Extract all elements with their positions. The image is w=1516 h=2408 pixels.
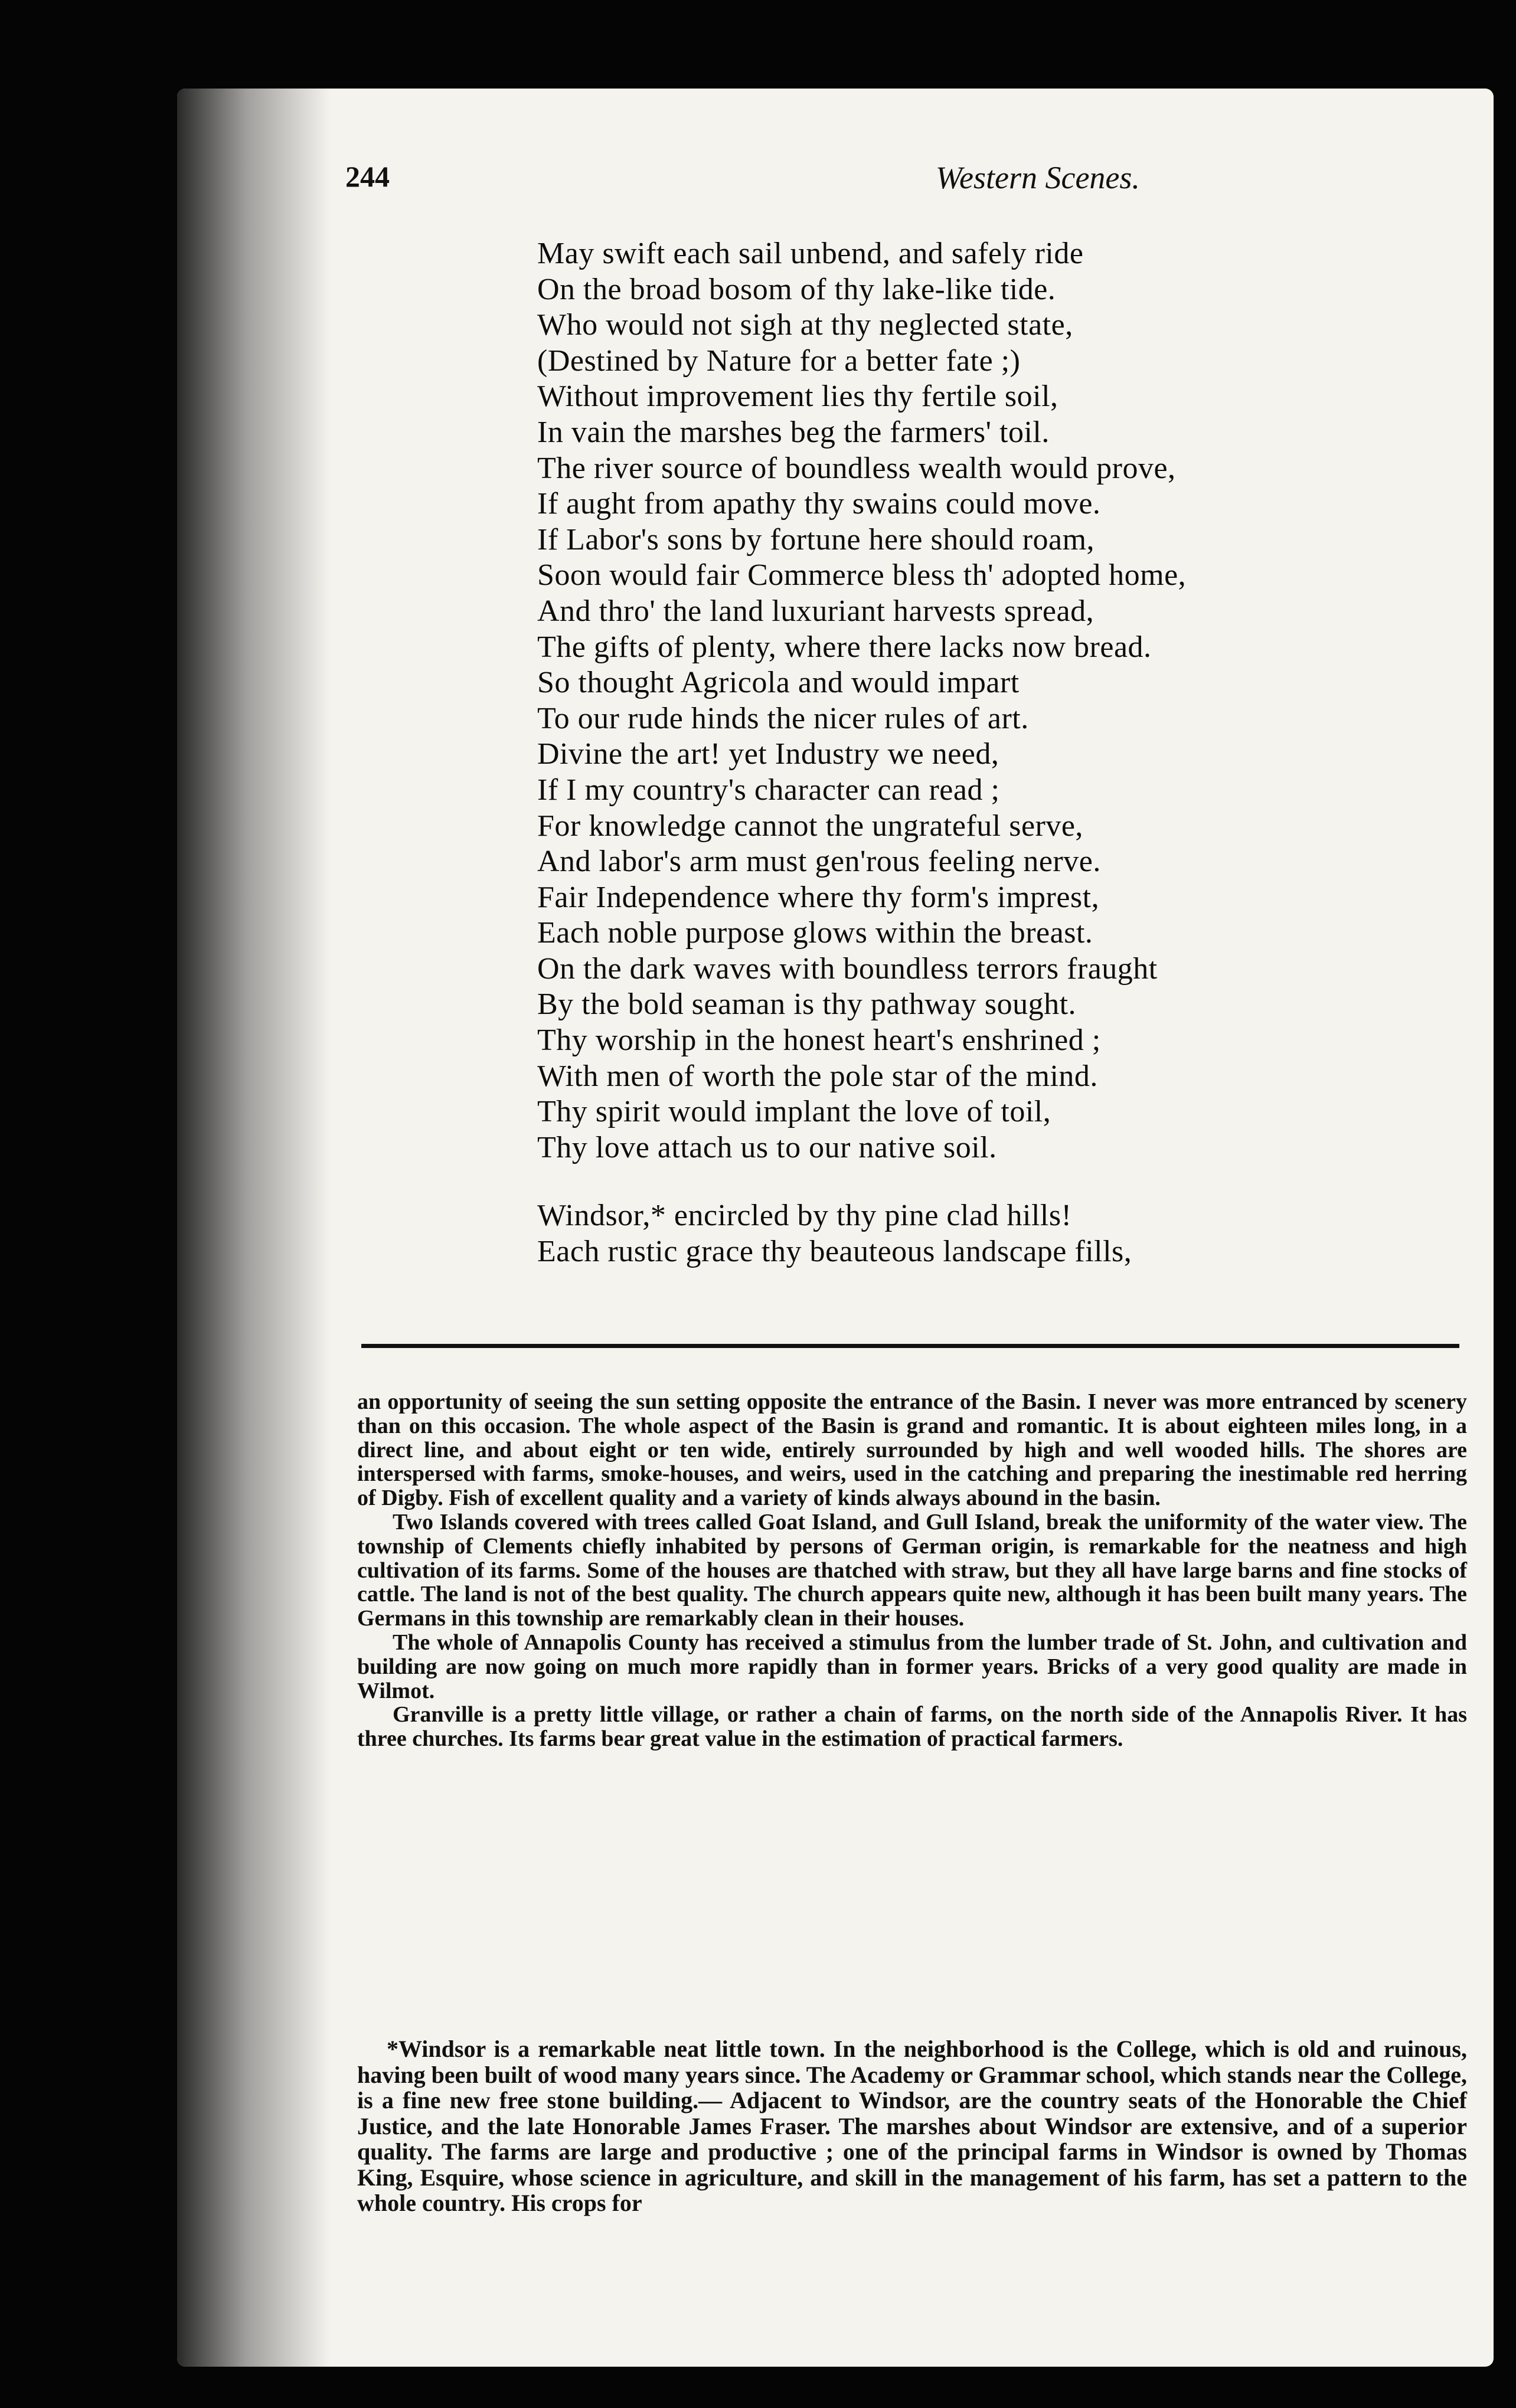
poem-line: The gifts of plenty, where there lacks now bread. <box>537 630 1152 664</box>
poem-line: Each rustic grace thy beauteous landscape fills, <box>537 1235 1132 1269</box>
poem-line: On the broad bosom of thy lake-like tide. <box>537 272 1056 306</box>
footnote-paragraph: *Windsor is a remarkable neat little town. In the neighborhood is the College, which is old and ruinous, having been built of wood many years since. The Academy or Grammar school, which stands near the College, is a fine new free stone building.— Adjacent to Windsor, are the country seats of the Honorable the Chief Justice, and the late Honorable James Fraser. The marshes about Windsor are extensive, and of a superior quality. The farms are large and productive ; one of the principal farms in Windsor is owned by Thomas King, Esquire, whose science in agriculture, and skill in the management of his farm, has set a pattern to the whole country. His crops for <box>357 2036 1467 2216</box>
stanza-break <box>537 1166 1494 1198</box>
poem-line: Soon would fair Commerce bless th' adopted home, <box>537 558 1187 593</box>
poem-line: If I my country's character can read ; <box>537 773 1000 807</box>
poem-line: If Labor's sons by fortune here should roam, <box>537 522 1095 557</box>
poem-line: For knowledge cannot the ungrateful serve, <box>537 809 1083 843</box>
poem-line: Windsor,* encircled by thy pine clad hills! <box>537 1199 1072 1233</box>
poem-line: By the bold seaman is thy pathway sought. <box>537 987 1077 1022</box>
poem-line: And thro' the land luxuriant harvests spread, <box>537 594 1094 628</box>
page-header <box>345 159 1414 212</box>
poem-line: Divine the art! yet Industry we need, <box>537 737 999 771</box>
poem-line: Thy worship in the honest heart's enshrined ; <box>537 1023 1101 1058</box>
poem-line: If aught from apathy thy swains could move. <box>537 487 1101 521</box>
poem-line: Who would not sigh at thy neglected state, <box>537 308 1073 342</box>
poem-line: And labor's arm must gen'rous feeling nerve. <box>537 845 1101 879</box>
poem-line: (Destined by Nature for a better fate ;) <box>537 343 1021 378</box>
footnote-continued <box>357 1390 1467 1751</box>
footnote-paragraph: an opportunity of seeing the sun setting opposite the entrance of the Basin. I never was more entranced by scenery than on this occasion. The whole aspect of the Basin is grand and romantic. It is about eighteen miles long, in a direct line, and about eight or ten wide, entirely surrounded by high and well wooded hills. The shores are interspersed with farms, smoke-houses, and weirs, used in the catching and preparing the inestimable red herring of Digby. Fish of excellent quality and a variety of kinds always abound in the basin. <box>357 1389 1467 1511</box>
poem-line: Each noble purpose glows within the breast. <box>537 916 1093 950</box>
footnote-divider <box>361 1344 1459 1348</box>
running-title: Western Scenes. <box>936 160 1140 195</box>
poem-line: To our rude hinds the nicer rules of art. <box>537 701 1029 735</box>
poem-line: Without improvement lies thy fertile soil, <box>537 379 1058 414</box>
poem-line: With men of worth the pole star of the mind. <box>537 1059 1098 1093</box>
footnote-paragraph: The whole of Annapolis County has received a stimulus from the lumber trade of St. John, and cultivation and building are now going on much more rapidly than in former years. Bricks of a very good quality are made in Wilmot. <box>357 1630 1467 1703</box>
poem <box>537 236 1494 1270</box>
poem-line: So thought Agricola and would impart <box>537 666 1020 700</box>
page-number: 244 <box>345 160 390 193</box>
book-page <box>177 89 1494 2367</box>
binding-shadow <box>177 89 331 2367</box>
poem-line: Thy love attach us to our native soil. <box>537 1130 997 1164</box>
poem-line: The river source of boundless wealth would prove, <box>537 451 1176 485</box>
footnote-paragraph: Two Islands covered with trees called Goat Island, and Gull Island, break the uniformity of the water view. The township of Clements chiefly inhabited by persons of German origin, is remarkable for the neatness and high cultivation of its farms. Some of the houses are thatched with straw, but they all have large barns and fine stocks of cattle. The land is not of the best quality. The church appears quite new, although it has been built many years. The Germans in this township are remarkably clean in their houses. <box>357 1509 1467 1631</box>
poem-line: Thy spirit would implant the love of toil, <box>537 1095 1051 1129</box>
poem-line: In vain the marshes beg the farmers' toil. <box>537 415 1050 449</box>
poem-line: Fair Independence where thy form's imprest, <box>537 880 1100 914</box>
footnote-windsor <box>357 2036 1467 2216</box>
poem-line: May swift each sail unbend, and safely ride <box>537 237 1084 270</box>
poem-line: On the dark waves with boundless terrors fraught <box>537 951 1158 986</box>
footnote-paragraph: Granville is a pretty little village, or rather a chain of farms, on the north side of the Annapolis River. It has three churches. Its farms bear great value in the estimation of practical farmers. <box>357 1702 1467 1752</box>
